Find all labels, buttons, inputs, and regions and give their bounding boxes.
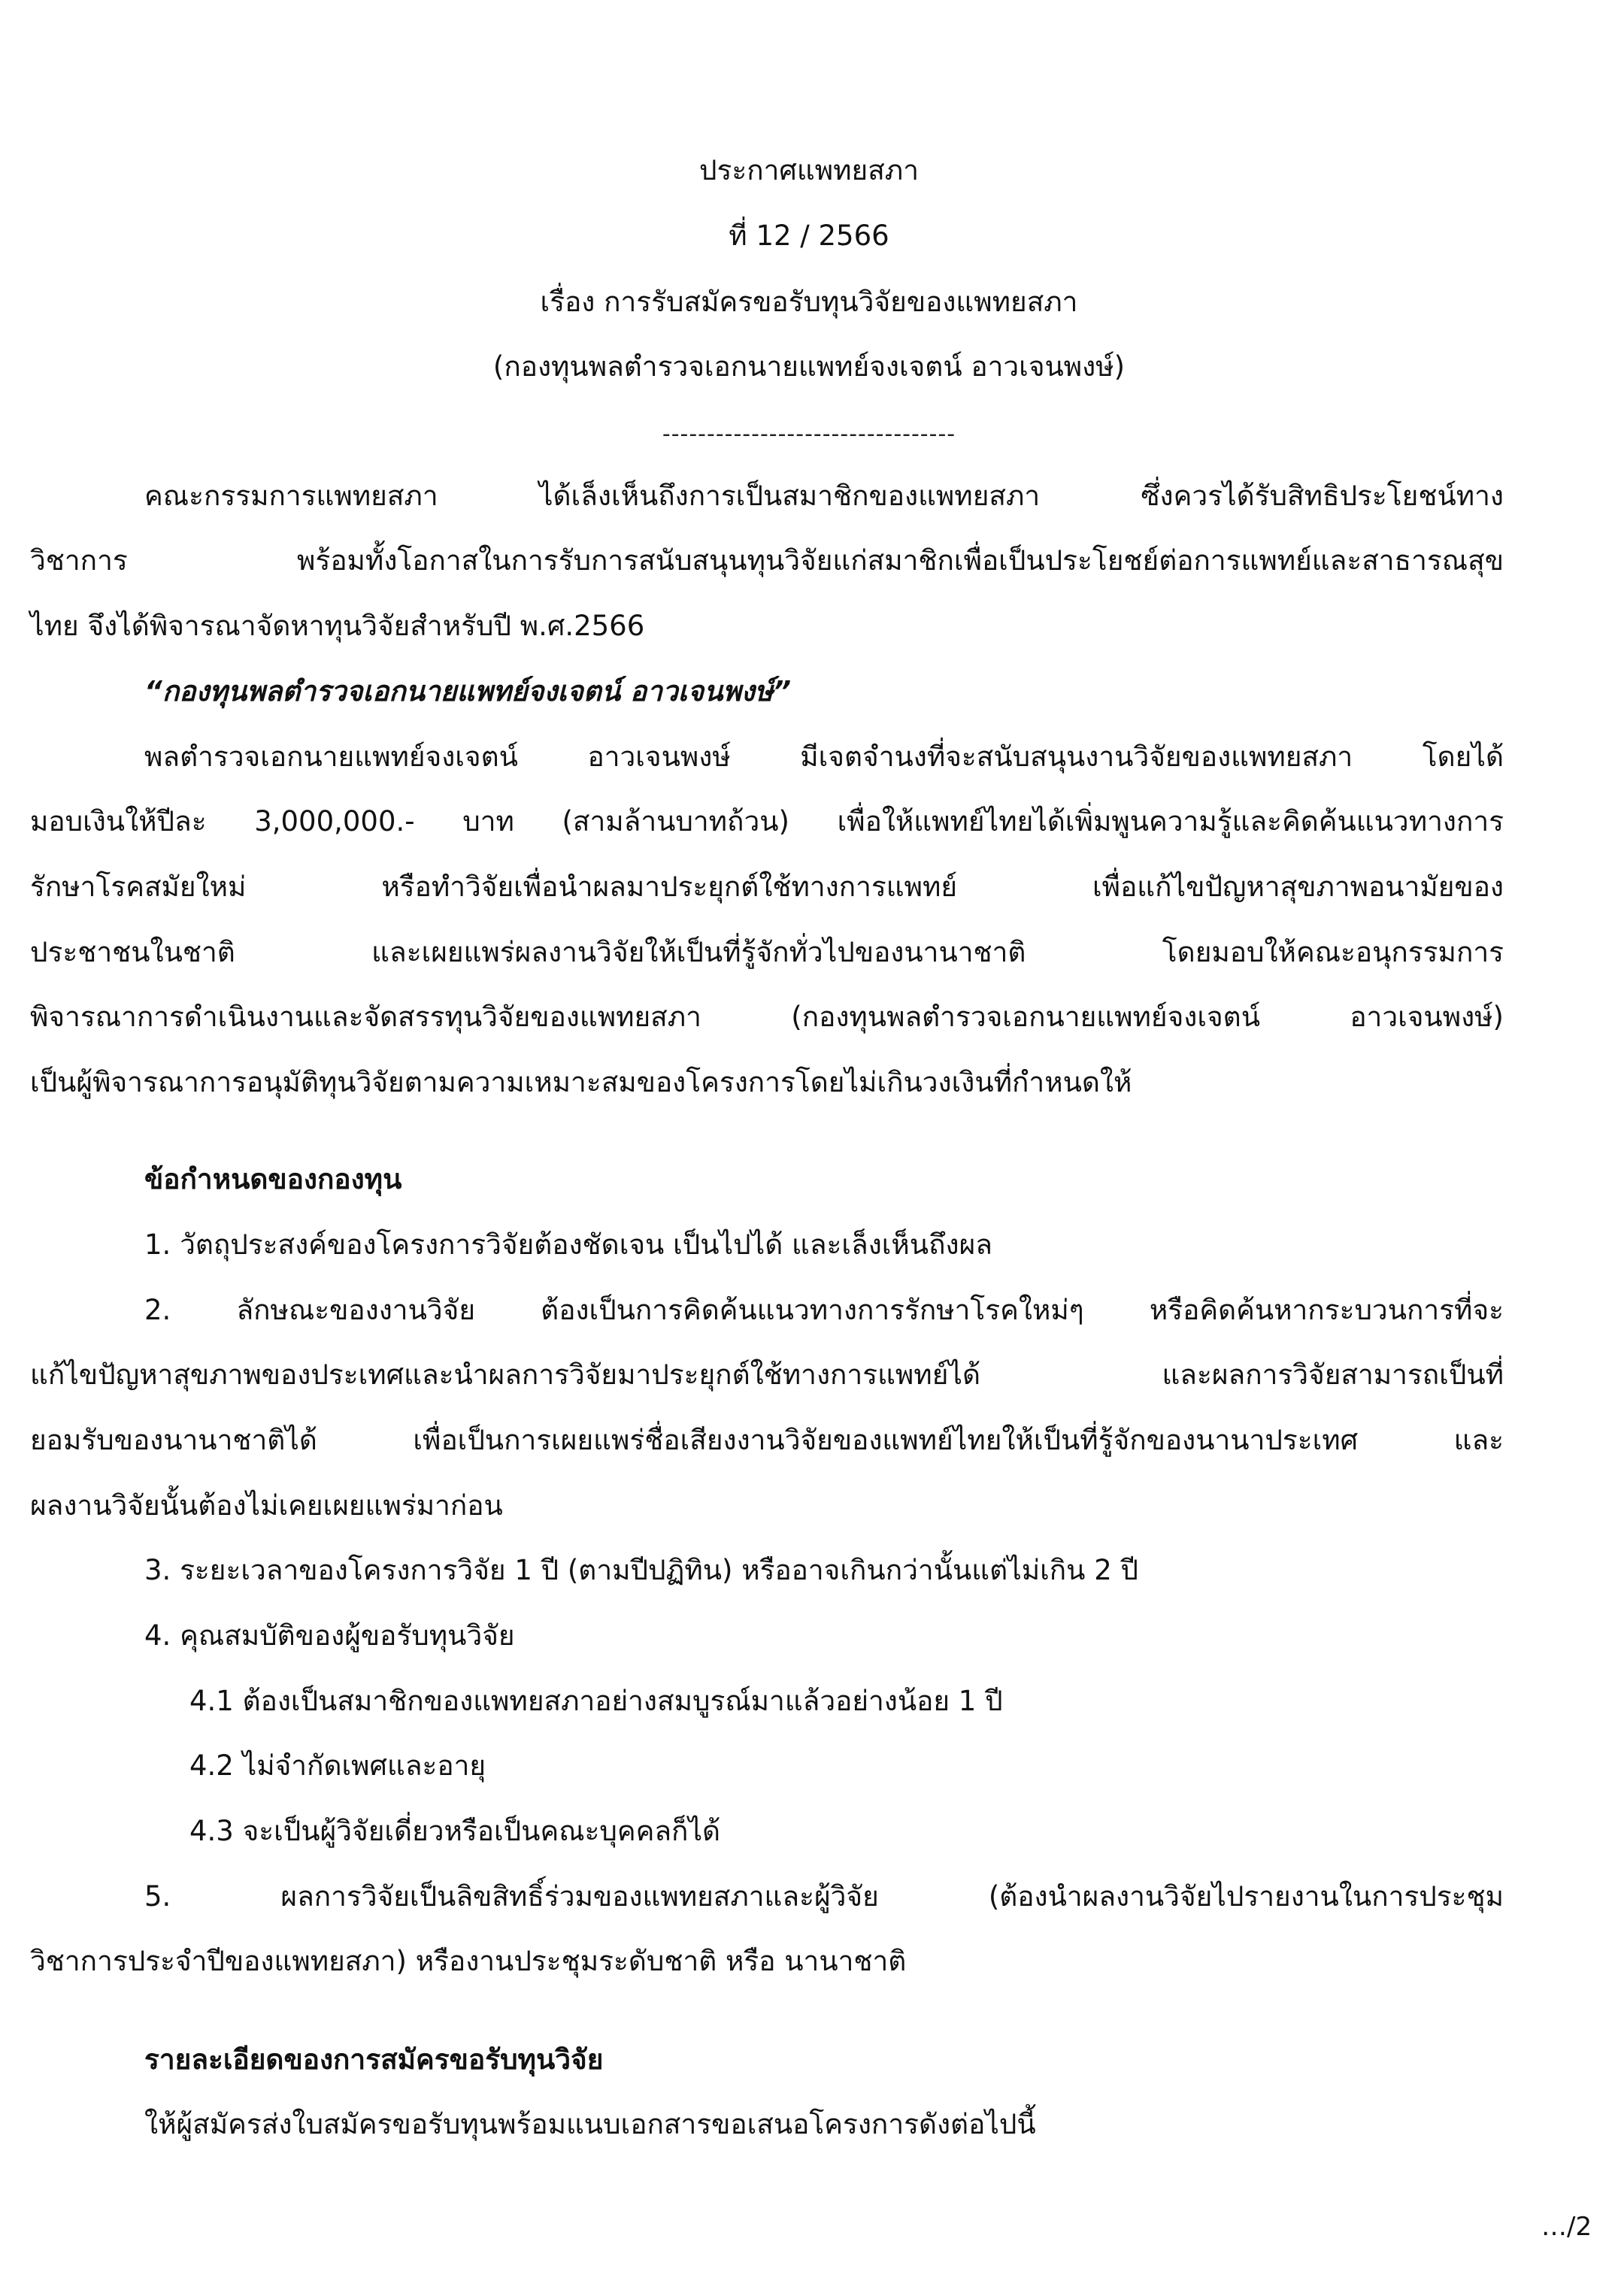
- requirement-item-4: 4. คุณสมบัติของผู้ขอรับทุนวิจัย: [144, 1619, 515, 1652]
- intro-line-2: วิชาการ พร้อมทั้งโอกาสในการรับการสนับสนุนทุนวิจัยแก่สมาชิกเพื่อเป็นประโยชย์ต่อการแพทย์และสาธารณสุข: [30, 544, 1504, 577]
- requirements-heading: ข้อกำหนดของกองทุน: [144, 1163, 402, 1195]
- fund-paragraph-line-3: รักษาโรคสมัยใหม่ หรือทำวิจัยเพื่อนำผลมาประยุกต์ใช้ทางการแพทย์ เพื่อแก้ไขปัญหาสุขภาพอนามัยของ: [30, 871, 1504, 903]
- fund-paragraph-line-5: พิจารณาการดำเนินงานและจัดสรรทุนวิจัยของแพทยสภา (กองทุนพลตำรวจเอกนายแพทย์จงเจตน์ อาวเจนพงษ์): [30, 1001, 1504, 1033]
- application-text: ให้ผู้สมัครส่งใบสมัครขอรับทุนพร้อมแนบเอกสารขอเสนอโครงการดังต่อไปนี้: [144, 2108, 1036, 2140]
- requirement-item-4-1: 4.1 ต้องเป็นสมาชิกของแพทยสภาอย่างสมบูรณ์มาแล้วอย่างน้อย 1 ปี: [189, 1685, 1003, 1717]
- document-title: ประกาศแพทยสภา: [699, 154, 919, 186]
- intro-line-1: คณะกรรมการแพทยสภา ได้เล็งเห็นถึงการเป็นสมาชิกของแพทยสภา ซึ่งควรได้รับสิทธิประโยชน์ทาง: [144, 480, 1504, 512]
- fund-paragraph-line-2: มอบเงินให้ปีละ 3,000,000.- บาท (สามล้านบาทถ้วน) เพื่อให้แพทย์ไทยได้เพิ่มพูนความรู้และคิดค้นแนวทางการ: [30, 805, 1504, 838]
- page-continuation-marker: …/2: [1541, 2212, 1592, 2242]
- application-heading: รายละเอียดของการสมัครขอรับทุนวิจัย: [144, 2043, 604, 2076]
- fund-paragraph-line-4: ประชาชนในชาติ และเผยแพร่ผลงานวิจัยให้เป็นที่รู้จักทั่วไปของนานาชาติ โดยมอบให้คณะอนุกรรมการ: [30, 936, 1504, 968]
- fund-heading: “กองทุนพลตำรวจเอกนายแพทย์จงเจตน์ อาวเจนพงษ์”: [144, 675, 792, 707]
- requirement-item-1: 1. วัตถุประสงค์ของโครงการวิจัยต้องชัดเจน เป็นไปได้ และเล็งเห็นถึงผล: [144, 1228, 992, 1261]
- fund-paragraph-line-1: พลตำรวจเอกนายแพทย์จงเจตน์ อาวเจนพงษ์ มีเจตจำนงที่จะสนับสนุนงานวิจัยของแพทยสภา โดยได้: [144, 741, 1504, 773]
- requirement-item-4-3: 4.3 จะเป็นผู้วิจัยเดี่ยวหรือเป็นคณะบุคคลก็ได้: [189, 1815, 721, 1847]
- announcement-subject: เรื่อง การรับสมัครขอรับทุนวิจัยของแพทยสภา: [540, 286, 1078, 318]
- header-separator: ---------------------------------: [662, 421, 956, 447]
- requirement-item-4-2: 4.2 ไม่จำกัดเพศและอายุ: [189, 1749, 486, 1782]
- requirement-item-2-line-3: ยอมรับของนานาชาติได้ เพื่อเป็นการเผยแพร่ชื่อเสียงงานวิจัยของแพทย์ไทยให้เป็นที่รู้จักของนานาประเทศ และ: [30, 1424, 1504, 1456]
- requirement-item-2-line-2: แก้ไขปัญหาสุขภาพของประเทศและนำผลการวิจัยมาประยุกต์ใช้ทางการแพทย์ได้ และผลการวิจัยสามารถเป็นที่: [30, 1359, 1504, 1391]
- fund-name-subtitle: (กองทุนพลตำรวจเอกนายแพทย์จงเจตน์ อาวเจนพงษ์): [492, 350, 1126, 383]
- fund-paragraph-line-6: เป็นผู้พิจารณาการอนุมัติทุนวิจัยตามความเหมาะสมของโครงการโดยไม่เกินวงเงินที่กำหนดให้: [30, 1066, 1132, 1098]
- requirement-item-2-line-4: ผลงานวิจัยนั้นต้องไม่เคยเผยแพร่มาก่อน: [30, 1489, 503, 1522]
- announcement-number: ที่ 12 / 2566: [729, 220, 889, 252]
- requirement-item-5-line-1: 5. ผลการวิจัยเป็นลิขสิทธิ์ร่วมของแพทยสภาและผู้วิจัย (ต้องนำผลงานวิจัยไปรายงานในการประชุม: [144, 1880, 1504, 1913]
- requirement-item-5-line-2: วิชาการประจำปีของแพทยสภา) หรืองานประชุมระดับชาติ หรือ นานาชาติ: [30, 1945, 907, 1977]
- intro-line-3: ไทย จึงได้พิจารณาจัดหาทุนวิจัยสำหรับปี พ.ศ.2566: [30, 610, 645, 642]
- requirement-item-3: 3. ระยะเวลาของโครงการวิจัย 1 ปี (ตามปีปฏิทิน) หรืออาจเกินกว่านั้นแต่ไม่เกิน 2 ปี: [144, 1554, 1139, 1586]
- requirement-item-2-line-1: 2. ลักษณะของงานวิจัย ต้องเป็นการคิดค้นแนวทางการรักษาโรคใหม่ๆ หรือคิดค้นหากระบวนการที่จะ: [144, 1294, 1504, 1326]
